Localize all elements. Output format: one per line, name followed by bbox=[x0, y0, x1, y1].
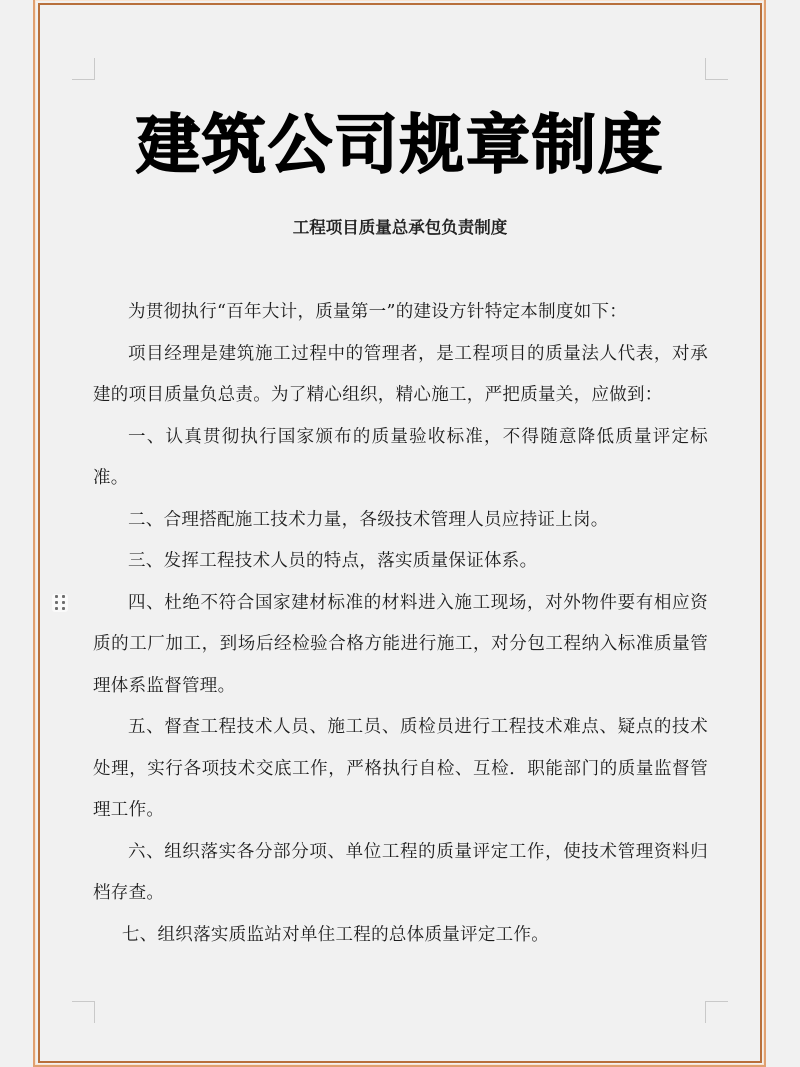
paragraph-responsibility: 项目经理是建筑施工过程中的管理者，是工程项目的质量法人代表，对承建的项目质量负总责。为了精心组织，精心施工，严把质量关，应做到： bbox=[93, 343, 708, 405]
drag-handle-icon[interactable] bbox=[52, 594, 68, 612]
paragraph-item-7: 七、组织落实质监站对单住工程的总体质量评定工作。 bbox=[121, 924, 550, 945]
paragraph-intro: 为贯彻执行“百年大计，质量第一”的建设方针特定本制度如下： bbox=[128, 302, 628, 322]
paragraph-item-6: 六、组织落实各分部分项、单位工程的质量评定工作，使技术管理资料归档存查。 bbox=[93, 841, 708, 903]
crop-mark-bottom-left bbox=[72, 1001, 95, 1023]
paragraph-item-1: 一、认真贯彻执行国家颁布的质量验收标准，不得随意降低质量评定标准。 bbox=[93, 426, 708, 488]
document-body bbox=[93, 292, 708, 956]
crop-mark-bottom-right bbox=[705, 1001, 728, 1023]
drag-dot bbox=[55, 607, 58, 610]
crop-mark-top-left bbox=[72, 58, 95, 80]
paragraph-item-4: 四、杜绝不符合国家建材标准的材料进入施工现场，对外物件要有相应资质的工厂加工，到场后经检验合格方能进行施工，对分包工程纳入标准质量管理体系监督管理。 bbox=[93, 592, 708, 696]
crop-mark-top-right bbox=[705, 58, 728, 80]
drag-dot bbox=[62, 607, 65, 610]
drag-dot bbox=[55, 595, 58, 598]
paragraph-item-2: 二、合理搭配施工技术力量，各级技术管理人员应持证上岗。 bbox=[128, 509, 609, 530]
paragraph-item-3: 三、发挥工程技术人员的特点，落实质量保证体系。 bbox=[128, 551, 538, 571]
drag-dot bbox=[62, 595, 65, 598]
document-title: 建筑公司规章制度 bbox=[136, 108, 664, 183]
paragraph-item-5: 五、督查工程技术人员、施工员、质检员进行工程技术难点、疑点的技术处理，实行各项技术交底工作，严格执行自检、互检．职能部门的质量监督管理工作。 bbox=[93, 717, 708, 820]
drag-dot bbox=[62, 601, 65, 604]
drag-dot bbox=[55, 601, 58, 604]
document-subtitle: 工程项目质量总承包负责制度 bbox=[292, 218, 508, 237]
